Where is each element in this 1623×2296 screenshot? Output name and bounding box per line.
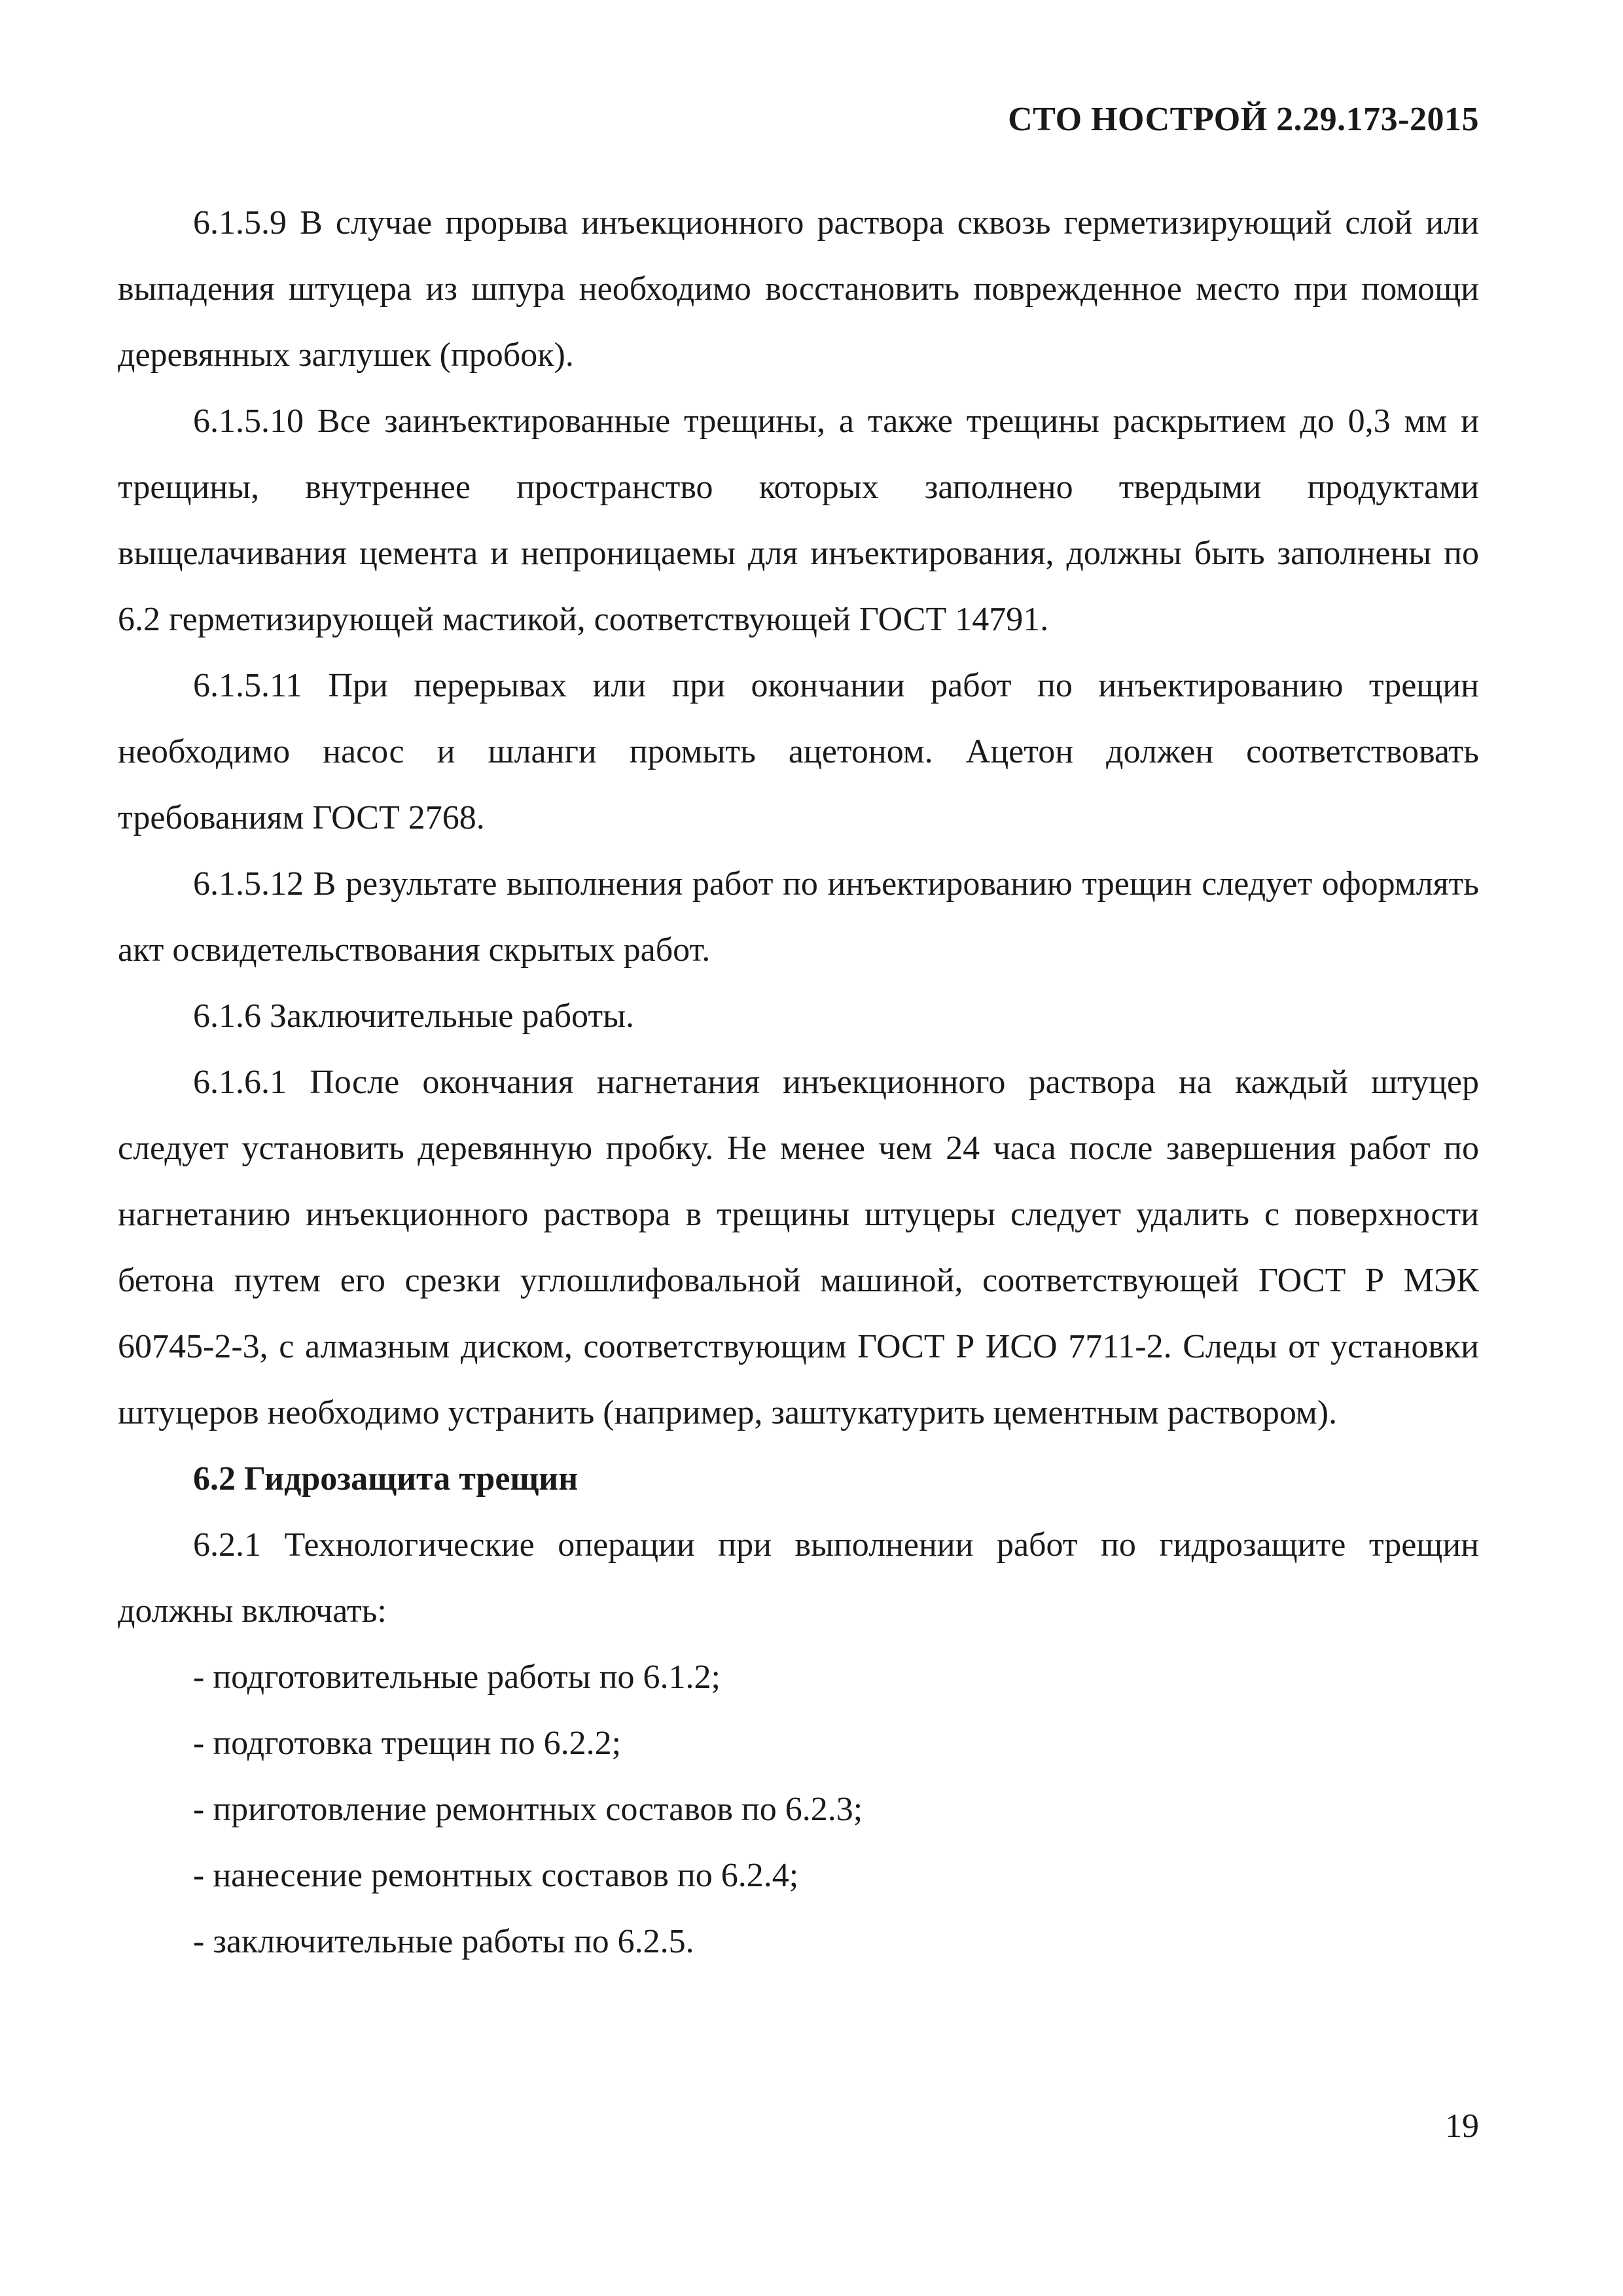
paragraph-6-1-5-10: 6.1.5.10 Все заинъектированные трещины, а также трещины раскрытием до 0,3 мм и трещины, внутреннее пространство которых заполнено твердыми продуктами выщелачивания цемента и непроницаемы для инъектирования, должны быть заполнены по 6.2 герметизирующей мастикой, соответствующей ГОСТ 14791. — [118, 403, 1479, 638]
operations-list — [118, 1644, 1479, 1975]
paragraph-6-1-6: 6.1.6 Заключительные работы. — [193, 997, 635, 1035]
page-body — [118, 190, 1479, 1975]
page-number: 19 — [1445, 2108, 1479, 2145]
list-item: - нанесение ремонтных составов по 6.2.4; — [193, 1857, 799, 1894]
section-heading-6-2: 6.2 Гидрозащита трещин — [193, 1460, 579, 1498]
paragraph-6-1-5-12: 6.1.5.12 В результате выполнения работ по инъектированию трещин следует оформлять акт освидетельствования скрытых работ. — [118, 865, 1479, 969]
document-code-header: СТО НОСТРОЙ 2.29.173-2015 — [1008, 101, 1479, 138]
list-item: - подготовка трещин по 6.2.2; — [193, 1725, 622, 1762]
list-item: - приготовление ремонтных составов по 6.2.3; — [193, 1791, 863, 1828]
list-item: - подготовительные работы по 6.1.2; — [193, 1659, 721, 1696]
list-item: - заключительные работы по 6.2.5. — [193, 1923, 694, 1960]
paragraph-6-1-5-9: 6.1.5.9 В случае прорыва инъекционного раствора сквозь герметизирующий слой или выпадения штуцера из шпура необходимо восстановить поврежденное место при помощи деревянных заглушек (пробок). — [118, 204, 1479, 374]
paragraph-6-1-6-1: 6.1.6.1 После окончания нагнетания инъекционного раствора на каждый штуцер следует установить деревянную пробку. Не менее чем 24 часа после завершения работ по нагнетанию инъекционного раствора в трещины штуцеры следует удалить с поверхности бетона путем его срезки углошлифовальной машиной, соответствующей ГОСТ Р МЭК 60745-2-3, с алмазным диском, соответствующим ГОСТ Р ИСО 7711-2. Следы от установки штуцеров необходимо устранить (например, заштукатурить цементным раствором). — [118, 1064, 1479, 1431]
paragraph-6-1-5-11: 6.1.5.11 При перерывах или при окончании работ по инъектированию трещин необходимо насос и шланги промыть ацетоном. Ацетон должен соответствовать требованиям ГОСТ 2768. — [118, 667, 1479, 836]
paragraph-6-2-1: 6.2.1 Технологические операции при выполнении работ по гидрозащите трещин должны включать: — [118, 1526, 1479, 1630]
